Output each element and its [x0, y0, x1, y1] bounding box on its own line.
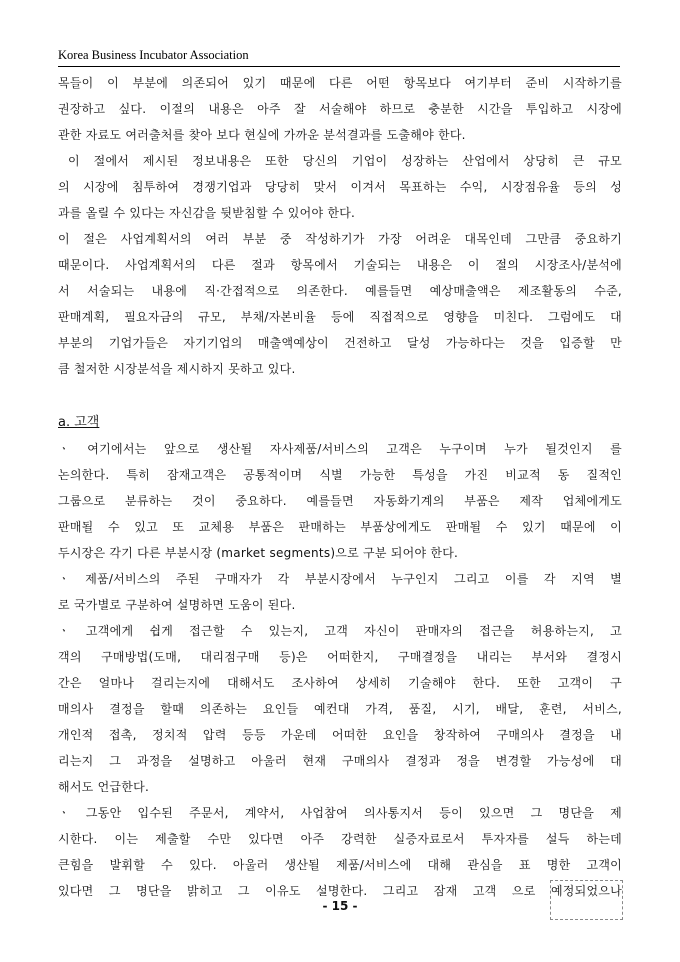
stamp-box: [550, 880, 623, 920]
running-header: Korea Business Incubator Association: [58, 48, 249, 62]
body-text: [58, 70, 622, 904]
text-line: 때문이다. 사업계획서의 다른 절과 항목에서 기술되는 내용은 이 절의 시장조사/분석에: [58, 258, 622, 272]
text-line: 있다면 그 명단을 밝히고 그 이유도 설명한다. 그리고 잠재 고객 으로 예정되었으나: [58, 884, 622, 898]
text-line: 이 절은 사업계획서의 여러 부분 중 작성하기가 가장 어려운 대목인데 그만큼 중요하기: [58, 232, 622, 246]
section-heading: [58, 408, 622, 436]
text-line: 판매계획, 필요자금의 규모, 부채/자본비율 등에 직접적으로 영향을 미친다. 그럼에도 대: [58, 310, 622, 324]
text-line: 이 절에서 제시된 정보내용은 또한 당신의 기업이 성장하는 산업에서 상당히 큰 규모: [68, 154, 622, 168]
text-line: 논의한다. 특히 잠재고객은 공통적이며 식별 가능한 특성을 가진 비교적 동 질적인: [58, 468, 622, 482]
text-line: 그룹으로 분류하는 것이 중요하다. 예를들면 자동화기계의 부품은 제작 업체에게도: [58, 494, 622, 508]
text-line: 과를 올릴 수 있다는 자신감을 뒷받침할 수 있어야 한다.: [58, 206, 356, 220]
text-line: 관한 자료도 여러출처를 찾아 보다 현실에 가까운 분석결과를 도출해야 한다.: [58, 128, 466, 142]
text-line: 시한다. 이는 제출할 수만 있다면 아주 강력한 실증자료로서 투자자를 설득 하는데: [58, 832, 622, 846]
text-line: ㆍ 제품/서비스의 주된 구매자가 각 부분시장에서 누구인지 그리고 이를 각 지역 별: [58, 572, 622, 586]
text-line: 개인적 접촉, 정치적 압력 등등 가운데 어떠한 요인을 창작하여 구매의사 결정을 내: [58, 728, 622, 742]
text-line: 부분의 기업가들은 자기기업의 매출액예상이 건전하고 달성 가능하다는 것을 입증할 만: [58, 336, 622, 350]
text-line: 목들이 이 부분에 의존되어 있기 때문에 다른 어떤 항목보다 여기부터 준비 시작하기를: [58, 76, 622, 90]
header-rule: [58, 66, 620, 67]
text-line: 해서도 언급한다.: [58, 780, 150, 794]
paragraph-gap: [58, 382, 622, 408]
text-line: ㆍ 여기에서는 앞으로 생산될 자사제품/서비스의 고객은 누구이며 누가 될것인지 를: [58, 442, 622, 456]
text-line: ㆍ 그동안 입수된 주문서, 계약서, 사업참여 의사통지서 등이 있으면 그 명단을 제: [58, 806, 622, 820]
text-line: 큼 철저한 시장분석을 제시하지 못하고 있다.: [58, 362, 296, 376]
text-line: 권장하고 싶다. 이절의 내용은 아주 잘 서술해야 하므로 충분한 시간을 투입하고 시장에: [58, 102, 622, 116]
text-line: 로 국가별로 구분하여 설명하면 도움이 된다.: [58, 598, 296, 612]
text-line: 판매될 수 있고 또 교체용 부품은 판매하는 부품상에게도 판매될 수 있기 때문에 이: [58, 520, 622, 534]
text-line: 리는지 그 과정을 설명하고 아울러 현재 구매의사 결정과 정을 변경할 가능성에 대: [58, 754, 622, 768]
text-line: 매의사 결정을 할때 의존하는 요인들 예컨대 가격, 품질, 시기, 배달, 훈련, 서비스,: [58, 702, 622, 716]
text-line: 의 시장에 침투하여 경쟁기업과 당당히 맞서 이겨서 목표하는 수익, 시장점유율 등의 성: [58, 180, 622, 194]
text-line: 두시장은 각기 다른 부분시장 (market segments)으로 구분 되어야 한다.: [58, 546, 459, 560]
text-line: 간은 얼마나 걸리는지에 대해서도 조사하여 상세히 기술해야 한다. 또한 고객이 구: [58, 676, 622, 690]
page-number: - 15 -: [322, 899, 358, 913]
text-line: ㆍ 고객에게 쉽게 접근할 수 있는지, 고객 자신이 판매자의 접근을 허용하는지, 고: [58, 624, 622, 638]
text-line: 서 서술되는 내용에 직·간접적으로 의존한다. 예를들면 예상매출액은 제조활동의 수준,: [58, 284, 622, 298]
text-line: 객의 구매방법(도매, 대리점구매 등)은 어떠한지, 구매결정을 내리는 부서와 결정시: [58, 650, 622, 664]
section-heading-text: a. 고객: [58, 415, 100, 430]
text-line: 큰힘을 발휘할 수 있다. 아울러 생산될 제품/서비스에 대해 관심을 표 명한 고객이: [58, 858, 622, 872]
